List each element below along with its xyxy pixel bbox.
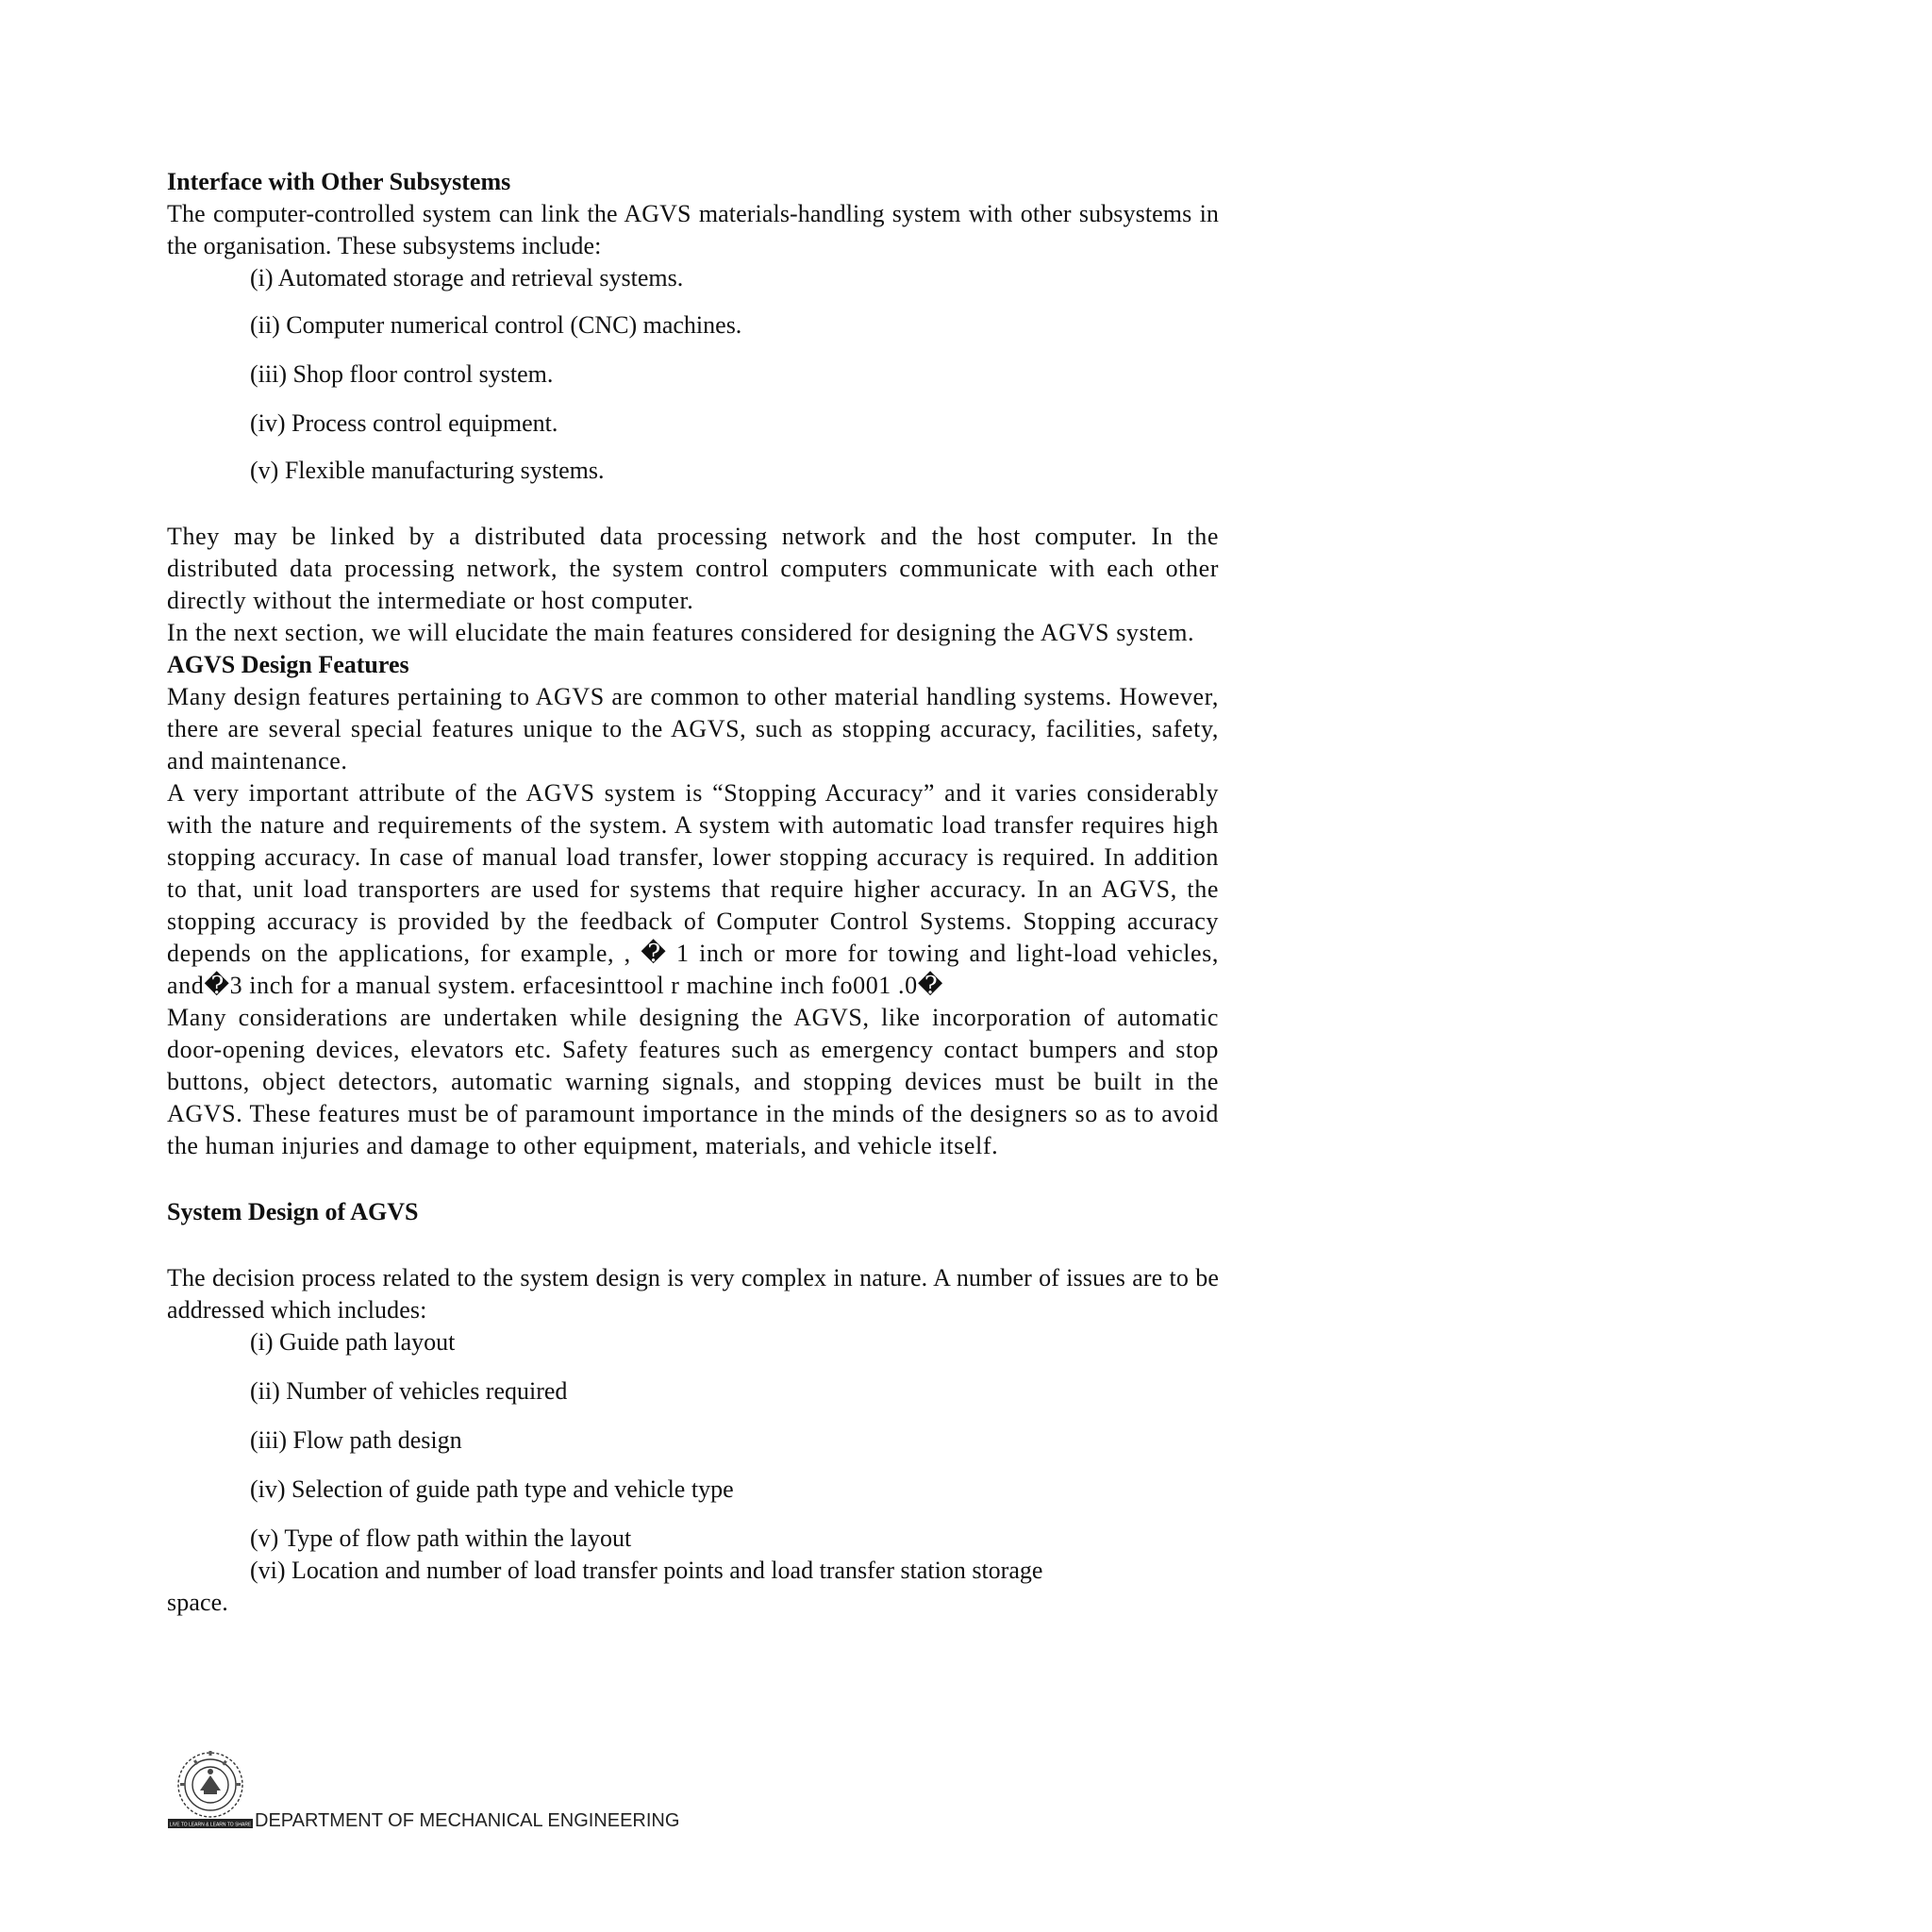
college-seal-icon — [168, 1747, 253, 1832]
paragraph-safety-features: Many considerations are undertaken while designing the AGVS, like incorporation of automatic door-opening devices, elevators etc. Safety features such as emergency contact bumpers and stop buttons, object detectors, automatic warning signals, and stopping devices must be built in the AGVS. These features must be of paramount importance in the minds of the designers so as to avoid the human injuries and damage to other equipment, materials, and vehicle itself. — [167, 1004, 1219, 1159]
list-item: (vi) Location and number of load transfer points and load transfer station storage — [250, 1557, 1043, 1584]
heading-system-design: System Design of AGVS — [167, 1198, 419, 1225]
list-item: (iii) Shop floor control system. — [250, 360, 554, 388]
subsystems-list — [167, 262, 1219, 487]
list-item: (iii) Flow path design — [250, 1426, 462, 1454]
list-item: (i) Automated storage and retrieval systems. — [250, 264, 684, 291]
paragraph-design-features: Many design features pertaining to AGVS are common to other material handling systems. However, there are several special features unique to the AGVS, such as stopping accuracy, facilities, safety, and maintenance. — [167, 683, 1219, 774]
paragraph-system-design-intro: The decision process related to the system design is very complex in nature. A number of issues are to be addressed which includes: — [167, 1264, 1219, 1324]
list-item: (iv) Selection of guide path type and vehicle type — [250, 1475, 734, 1503]
seal-motto: LIVE TO LEARN & LEARN TO SHARE — [169, 1822, 252, 1828]
document-page — [167, 166, 1219, 1619]
heading-interface-subsystems: Interface with Other Subsystems — [167, 168, 511, 195]
list-item: (v) Flexible manufacturing systems. — [250, 457, 605, 484]
design-issues-list — [167, 1326, 1219, 1587]
paragraph-interface-intro: The computer-controlled system can link the AGVS materials-handling system with other subsystems in the organisation. These subsystems include: — [167, 200, 1219, 259]
list-item: (v) Type of flow path within the layout — [250, 1524, 632, 1552]
paragraph-stopping-accuracy: A very important attribute of the AGVS system is “Stopping Accuracy” and it varies considerably with the nature and requirements of the system. A system with automatic load transfer requires high stopping accuracy. In case of manual load transfer, lower stopping accuracy is required. In addition to that, unit load transporters are used for systems that require higher accuracy. In an AGVS, the stopping accuracy is provided by the feedback of Computer Control Systems. Stopping accuracy depends on the applications, for example, , � 1 inch or more for towing and light-load vehicles, and�3 inch for a manual system. erfacesinttool r machine inch fo001 .0� — [167, 779, 1219, 999]
list-item: (i) Guide path layout — [250, 1328, 456, 1356]
paragraph-next-section: In the next section, we will elucidate the main features considered for designing the AGVS system. — [167, 619, 1195, 646]
department-name: DEPARTMENT OF MECHANICAL ENGINEERING — [255, 1810, 680, 1831]
page-footer — [168, 1747, 734, 1841]
paragraph-distributed-network: They may be linked by a distributed data processing network and the host computer. In the distributed data processing network, the system control computers communicate with each other directly without the intermediate or host computer. — [167, 523, 1219, 614]
list-item: (ii) Computer numerical control (CNC) machines. — [250, 311, 742, 339]
paragraph-tail: space. — [167, 1589, 228, 1616]
heading-design-features: AGVS Design Features — [167, 651, 409, 678]
list-item: (iv) Process control equipment. — [250, 409, 558, 437]
list-item: (ii) Number of vehicles required — [250, 1377, 568, 1405]
